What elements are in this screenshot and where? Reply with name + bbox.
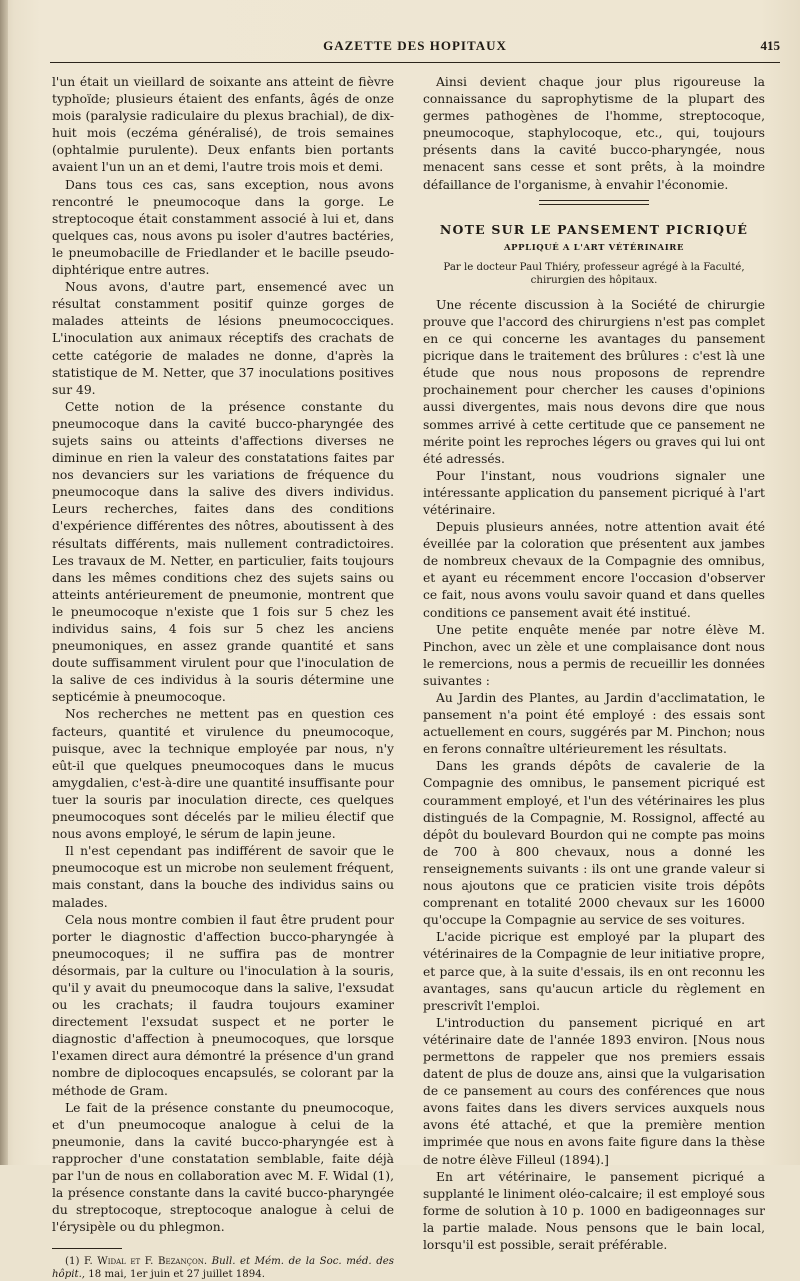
paragraph: Nous avons, d'autre part, ensemencé avec un résultat constamment positif quinze gorges de malades atteints de lésions pneumococciques. L'inoculation aux animaux réceptifs des crachats de cette catégorie de malades ne donne, d'après la statistique de M. Netter, que 37 inoculations positives sur 49. <box>52 280 394 397</box>
page-binding-edge <box>0 0 8 1165</box>
paragraph: Au Jardin des Plantes, au Jardin d'acclimatation, le pansement n'a point été employé : des essais sont actuellement en cours, suggérés par M. Pinchon; nous en ferons connaître ultérieurement les résultats. <box>423 691 765 757</box>
paragraph: L'introduction du pansement picriqué en art vétérinaire date de l'année 1893 environ. [Nous nous permettons de rappeler que nos premiers essais datent de plus de douze ans, ainsi que la vulgarisation de ce pansement au cours des conférences que nous avons faites dans les divers services auxquels nous avons été attaché, et que la première mention imprimée que nous en avons faite figure dans la thèse de notre élève Filleul (1894).] <box>423 1015 765 1167</box>
footnote-journal: Bull. et Mém. de la Soc. méd. des hôpit., <box>52 1256 394 1281</box>
header-rule <box>50 62 780 63</box>
running-title: GAZETTE DES HOPITAUX <box>323 38 507 53</box>
article-subtitle: APPLIQUÉ A L'ART VÉTÉRINAIRE <box>503 242 685 253</box>
paragraph: En art vétérinaire, le pansement picriqué a supplanté le liniment oléo-calcaire; il est employé sous forme de solution à 10 p. 1000 en badigeonnages sur la partie malade. Nous pensons que le bain local, lorsqu'il est possible, serait préférable. <box>423 1169 765 1252</box>
paragraph: Cette notion de la présence constante du pneumocoque dans la cavité bucco-pharyngée des sujets sains ou atteints d'affections diverses ne diminue en rien la valeur des constatations faites par nos devanciers sur les variations de fréquence du pneumocoque dans la salive des divers individus. Leurs recherches, faites dans des conditions d'expérience différentes des nôtres, aboutissent à des résultats différents, mais nullement contradictoires. Les travaux de M. Netter, en particulier, faits toujours dans les mêmes conditions chez des sujets sains ou atteints antérieurement de pneumonie, montrent que le pneumocoque n'existe que 1 fois sur 5 chez les individus sains, 4 fois sur 5 chez les anciens pneumoniques, en assez grande quantité et sans doute suffisamment virulent pour que l'inoculation de la salive de ces individus à la souris détermine une septicémie à pneumocoque. <box>52 399 394 705</box>
footnote-authors: (1) F. Widal et F. Bezançon. <box>65 1256 208 1268</box>
section-divider <box>539 200 649 205</box>
paragraph: Une récente discussion à la Société de chirurgie prouve que l'accord des chirurgiens n'est pas complet en ce qui concerne les avantages du pansement picrique dans le traitement des brûlures : c'est là une étude que nous nous proposons de reprendre prochainement pour chercher les causes d'opinions aussi divergentes, mais nous devons dire que nous sommes arrivé à cette certitude que ce pansement ne mérite point les reproches légers ou graves qui lui ont été adressés. <box>423 297 765 466</box>
page-number: 415 <box>760 38 780 53</box>
paragraph: l'un était un vieillard de soixante ans atteint de fièvre typhoïde; plusieurs étaient des enfants, âgés de onze mois (paralysie radiculaire du plexus brachial), de dix-huit mois (eczéma généralisé), de trois semaines (ophtalmie purulente). Deux enfants bien portants avaient l'un un an et demi, l'autre trois mois et demi. <box>52 75 394 175</box>
footnote-dates: 18 mai, 1er juin et 27 juillet 1894. <box>88 1269 265 1281</box>
page-header <box>50 38 780 60</box>
paragraph: Le fait de la présence constante du pneumocoque, et d'un pneumocoque analogue à celui de la pneumonie, dans la cavité bucco-pharyngée est à rapprocher d'une constatation semblable, faite déjà par l'un de nous en collaboration avec M. F. Widal (1), la présence constante dans la cavité bucco-pharyngée du streptocoque, streptocoque analogue à celui de l'érysipèle ou du phlegmon. <box>52 1100 394 1235</box>
paragraph: Pour l'instant, nous voudrions signaler une intéressante application du pansement picriqué à l'art vétérinaire. <box>423 468 765 517</box>
paragraph: Nos recherches ne mettent pas en question ces facteurs, quantité et virulence du pneumocoque, puisque, avec la technique employée par nous, n'y eût-il que quelques pneumocoques dans le mucus amygdalien, c'est-à-dire une quantité insuffisante pour tuer la souris par inoculation directe, ces quelques pneumocoques sont décelés par le milieu électif que nous avons employé, le sérum de lapin jeune. <box>52 707 394 842</box>
footnote <box>52 1255 394 1281</box>
paragraph: L'acide picrique est employé par la plupart des vétérinaires de la Compagnie de leur initiative propre, et parce que, à la suite d'essais, ils en ont reconnu les avantages, sans qu'aucun article du règlement en prescrivît l'emploi. <box>423 930 765 1013</box>
right-column <box>423 74 765 1254</box>
paragraph: Depuis plusieurs années, notre attention avait été éveillée par la coloration que présentent aux jambes de nombreux chevaux de la Compagnie des omnibus, et ayant eu récemment encore l'occasion d'observer ce fait, nous avons voulu savoir quand et dans quelles conditions ce pansement avait été institué. <box>423 520 765 620</box>
paragraph: Cela nous montre combien il faut être prudent pour porter le diagnostic d'affection bucco-pharyngée à pneumocoques; il ne suffira pas de montrer désormais, par la culture ou l'inoculation à la souris, qu'il y avait du pneumocoque dans la salive, l'exsudat ou les crachats; il faudra toujours examiner directement l'exsudat suspect et ne porter le diagnostic d'affection à pneumocoques, que lorsque l'examen direct aura démontré la présence d'un grand nombre de diplocoques encapsulés, se colorant par la méthode de Gram. <box>52 912 394 1098</box>
left-column <box>52 74 394 1281</box>
paragraph: Il n'est cependant pas indifférent de savoir que le pneumocoque est un microbe non seulement fréquent, mais constant, dans la bouche des individus sains ou malades. <box>52 844 394 910</box>
paragraph: Une petite enquête menée par notre élève M. Pinchon, avec un zèle et une complaisance dont nous le remercions, nous a permis de recueillir les données suivantes : <box>423 622 765 688</box>
paragraph: Dans les grands dépôts de cavalerie de la Compagnie des omnibus, le pansement picriqué est couramment employé, et l'un des vétérinaires les plus distingués de la Compagnie, M. Rossignol, affecté au dépôt du boulevard Bourdon qui ne compte pas moins de 700 à 800 chevaux, nous a donné les renseignements suivants : ils ont une grande valeur si nous ajoutons que ce praticien visite trois dépôts comprenant en totalité 2000 chevaux sur les 16000 qu'occupe la Compagnie au service de ses voitures. <box>423 759 765 928</box>
article-byline: Par le docteur Paul Thiéry, professeur agrégé à la Faculté, chirurgien des hôpitaux. <box>443 261 745 286</box>
footnote-rule <box>52 1248 122 1255</box>
article-title: NOTE SUR LE PANSEMENT PICRIQUÉ <box>439 221 749 237</box>
paragraph: Ainsi devient chaque jour plus rigoureuse la connaissance du saprophytisme de la plupart des germes pathogènes de l'homme, streptocoque, pneumocoque, staphylocoque, etc., qui, toujours présents dans la cavité bucco-pharyngée, nous menacent sans cesse et sont prêts, à la moindre défaillance de l'organisme, à envahir l'économie. <box>423 75 765 192</box>
paragraph: Dans tous ces cas, sans exception, nous avons rencontré le pneumocoque dans la gorge. Le streptocoque était constamment associé à lui et, dans quelques cas, nous avons pu isoler d'autres bactéries, le pneumobacille de Friedlander et le bacille pseudo-diphtérique entre autres. <box>52 177 394 278</box>
